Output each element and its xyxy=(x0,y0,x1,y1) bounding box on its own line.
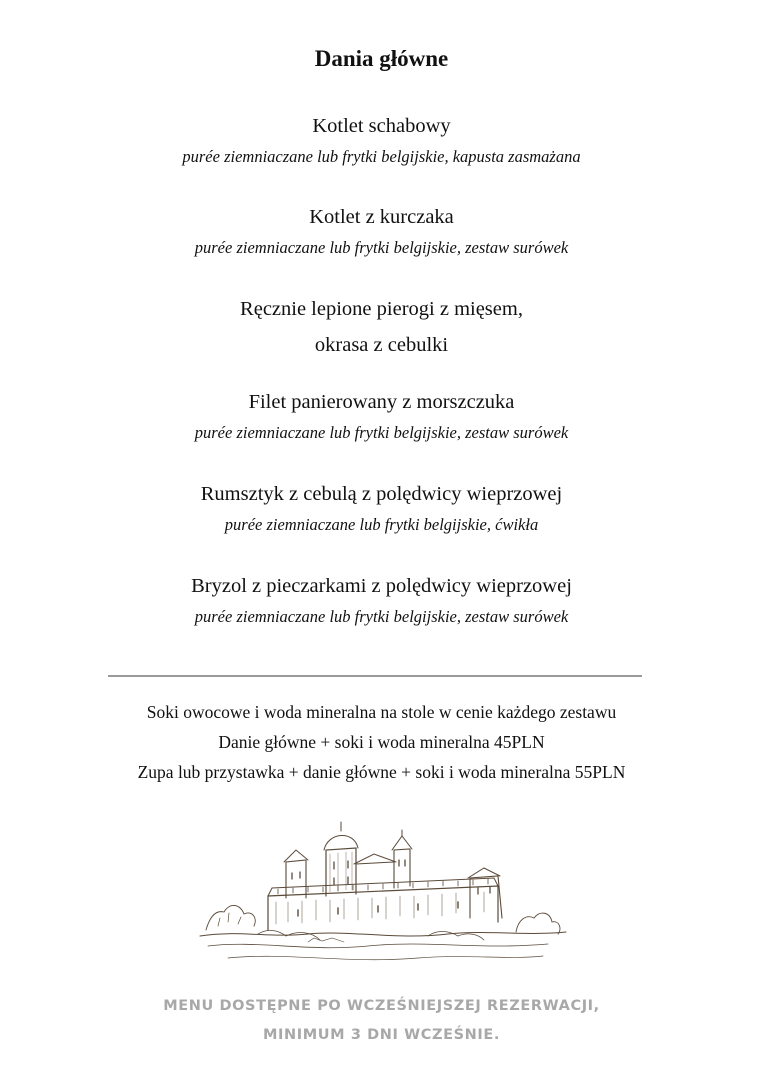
dish-name: Kotlet schabowy xyxy=(312,115,451,137)
reservation-note xyxy=(0,992,763,1050)
pricing-notes xyxy=(0,697,763,787)
dish-description: purée ziemniaczane lub frytki belgijskie, zestaw surówek xyxy=(194,607,569,626)
dish-name: Kotlet z kurczaka xyxy=(309,206,454,228)
dish-name: Ręcznie lepione pierogi z mięsem, xyxy=(240,298,523,320)
note-price-full: Zupa lub przystawka + danie główne + soki i woda mineralna 55PLN xyxy=(137,762,626,782)
note-price-main: Danie główne + soki i woda mineralna 45PLN xyxy=(218,732,545,752)
dish-name: Bryzol z pieczarkami z polędwicy wieprzowej xyxy=(191,575,572,597)
note-drinks: Soki owocowe i woda mineralna na stole w cenie każdego zestawu xyxy=(146,702,617,722)
dish-name: Filet panierowany z morszczuka xyxy=(248,391,515,413)
reservation-note-line-2: MINIMUM 3 DNI WCZEŚNIE. xyxy=(262,1027,501,1043)
dish-description: purée ziemniaczane lub frytki belgijskie, ćwikła xyxy=(224,515,539,534)
dish-item-5 xyxy=(0,476,763,538)
section-divider xyxy=(108,675,642,677)
dish-description: purée ziemniaczane lub frytki belgijskie, zestaw surówek xyxy=(194,423,569,442)
dish-name-line-2: okrasa z cebulki xyxy=(314,334,449,356)
dish-name: Rumsztyk z cebulą z polędwicy wieprzowej xyxy=(200,483,563,505)
page-title: Dania główne xyxy=(314,46,449,71)
dish-item-6 xyxy=(0,568,763,630)
dish-item-2 xyxy=(0,199,763,261)
dish-item-3 xyxy=(0,291,763,363)
dish-description: purée ziemniaczane lub frytki belgijskie, kapusta zasmażana xyxy=(182,147,581,166)
dish-item-1 xyxy=(0,108,763,170)
dish-item-4 xyxy=(0,384,763,446)
dish-description: purée ziemniaczane lub frytki belgijskie, zestaw surówek xyxy=(194,238,569,257)
castle-sketch-icon xyxy=(198,818,568,970)
reservation-note-line-1: MENU DOSTĘPNE PO WCZEŚNIEJSZEJ REZERWACJI, xyxy=(163,998,600,1014)
